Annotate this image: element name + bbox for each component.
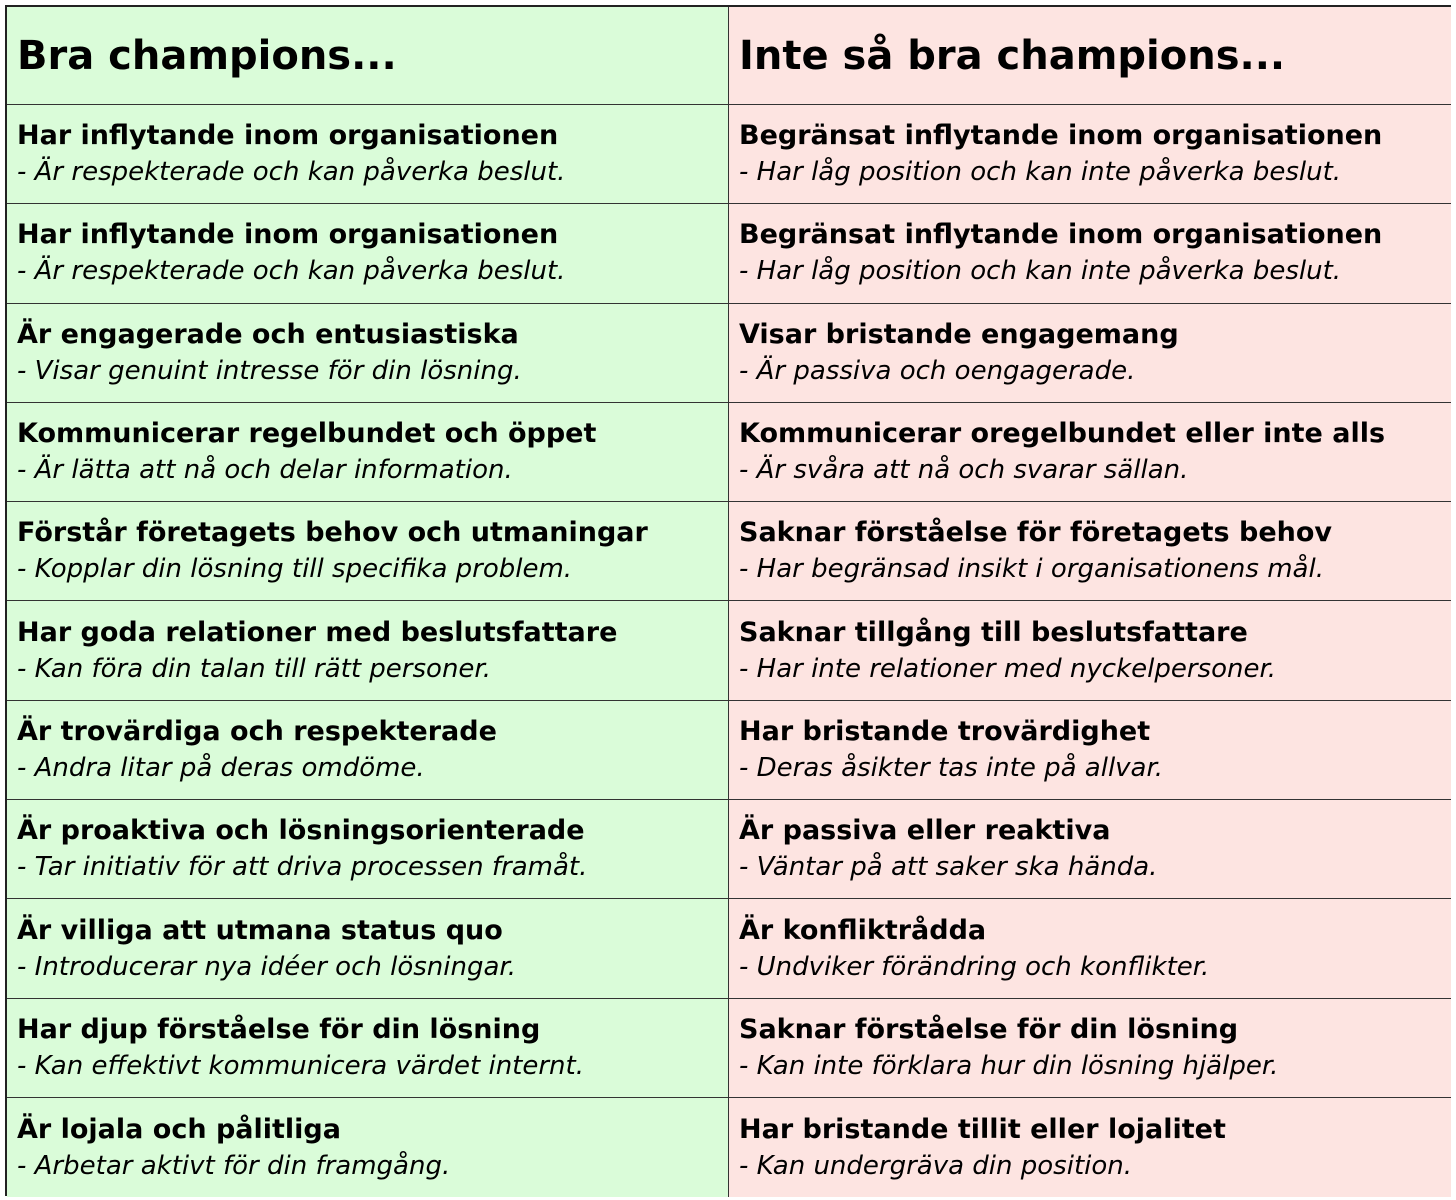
bad-cell — [729, 204, 1451, 303]
bad-title: Saknar tillgång till beslutsfattare — [739, 616, 1248, 648]
bad-cell — [729, 403, 1451, 502]
bad-title: Saknar förståelse för din lösning — [739, 1013, 1239, 1045]
bad-cell — [729, 502, 1451, 601]
bad-description: - Undviker förändring och konflikter. — [739, 951, 1210, 982]
bad-title: Saknar förståelse för företagets behov — [739, 517, 1333, 549]
good-cell — [7, 800, 729, 899]
good-title: Är villiga att utmana status quo — [17, 914, 503, 946]
good-cell — [7, 899, 729, 998]
good-cell — [7, 204, 729, 303]
bad-description: - Kan inte förklara hur din lösning hjälper. — [739, 1050, 1279, 1081]
bad-description: - Kan undergräva din position. — [739, 1150, 1133, 1181]
good-description: - Är respekterade och kan påverka beslut. — [17, 157, 566, 188]
good-description: - Visar genuint intresse för din lösning. — [17, 355, 522, 386]
good-description: - Kopplar din lösning till specifika problem. — [17, 554, 573, 585]
bad-description: - Har låg position och kan inte påverka beslut. — [739, 157, 1342, 188]
header-good: Bra champions... — [17, 32, 397, 79]
good-title: Har inflytande inom organisationen — [17, 120, 559, 152]
good-title: Är trovärdiga och respekterade — [17, 715, 497, 747]
bad-cell — [729, 999, 1451, 1098]
bad-cell — [729, 304, 1451, 403]
bad-title: Kommunicerar oregelbundet eller inte alls — [739, 418, 1386, 450]
bad-title: Begränsat inflytande inom organisationen — [739, 120, 1383, 152]
bad-cell — [729, 701, 1451, 800]
good-cell — [7, 502, 729, 601]
bad-title: Har bristande tillit eller lojalitet — [739, 1113, 1226, 1145]
good-cell — [7, 701, 729, 800]
good-title: Är lojala och pålitliga — [17, 1113, 341, 1145]
header-bad-cell — [729, 7, 1451, 105]
bad-description: - Är svåra att nå och svarar sällan. — [739, 455, 1189, 486]
good-description: - Är respekterade och kan påverka beslut. — [17, 256, 566, 287]
good-cell — [7, 601, 729, 700]
bad-title: Har bristande trovärdighet — [739, 715, 1151, 747]
good-cell — [7, 304, 729, 403]
good-title: Har inflytande inom organisationen — [17, 219, 559, 251]
good-description: - Kan föra din talan till rätt personer. — [17, 653, 491, 684]
bad-description: - Har låg position och kan inte påverka beslut. — [739, 256, 1342, 287]
good-title: Är proaktiva och lösningsorienterade — [17, 815, 585, 847]
bad-cell — [729, 899, 1451, 998]
good-cell — [7, 105, 729, 204]
header-bad: Inte så bra champions... — [739, 32, 1286, 79]
bad-description: - Deras åsikter tas inte på allvar. — [739, 752, 1164, 783]
good-description: - Introducerar nya idéer och lösningar. — [17, 951, 516, 982]
bad-cell — [729, 105, 1451, 204]
good-title: Kommunicerar regelbundet och öppet — [17, 418, 597, 450]
good-title: Har goda relationer med beslutsfattare — [17, 616, 618, 648]
good-description: - Andra litar på deras omdöme. — [17, 752, 425, 783]
bad-cell — [729, 601, 1451, 700]
good-description: - Tar initiativ för att driva processen framåt. — [17, 852, 588, 883]
bad-title: Begränsat inflytande inom organisationen — [739, 219, 1383, 251]
bad-title: Är konfliktrådda — [739, 914, 987, 946]
bad-title: Är passiva eller reaktiva — [739, 815, 1111, 847]
bad-description: - Har inte relationer med nyckelpersoner. — [739, 653, 1277, 684]
bad-cell — [729, 800, 1451, 899]
header-good-cell — [7, 7, 729, 105]
bad-description: - Väntar på att saker ska hända. — [739, 852, 1158, 883]
good-cell — [7, 403, 729, 502]
good-title: Har djup förståelse för din lösning — [17, 1013, 541, 1045]
good-description: - Kan effektivt kommunicera värdet internt. — [17, 1050, 584, 1081]
bad-description: - Är passiva och oengagerade. — [739, 355, 1136, 386]
comparison-table — [5, 5, 1451, 1196]
good-description: - Arbetar aktivt för din framgång. — [17, 1150, 451, 1181]
bad-cell — [729, 1098, 1451, 1197]
good-cell — [7, 999, 729, 1098]
bad-description: - Har begränsad insikt i organisationens mål. — [739, 554, 1324, 585]
good-title: Är engagerade och entusiastiska — [17, 318, 519, 350]
good-title: Förstår företagets behov och utmaningar — [17, 517, 648, 549]
good-cell — [7, 1098, 729, 1197]
bad-title: Visar bristande engagemang — [739, 318, 1179, 350]
good-description: - Är lätta att nå och delar information. — [17, 455, 513, 486]
